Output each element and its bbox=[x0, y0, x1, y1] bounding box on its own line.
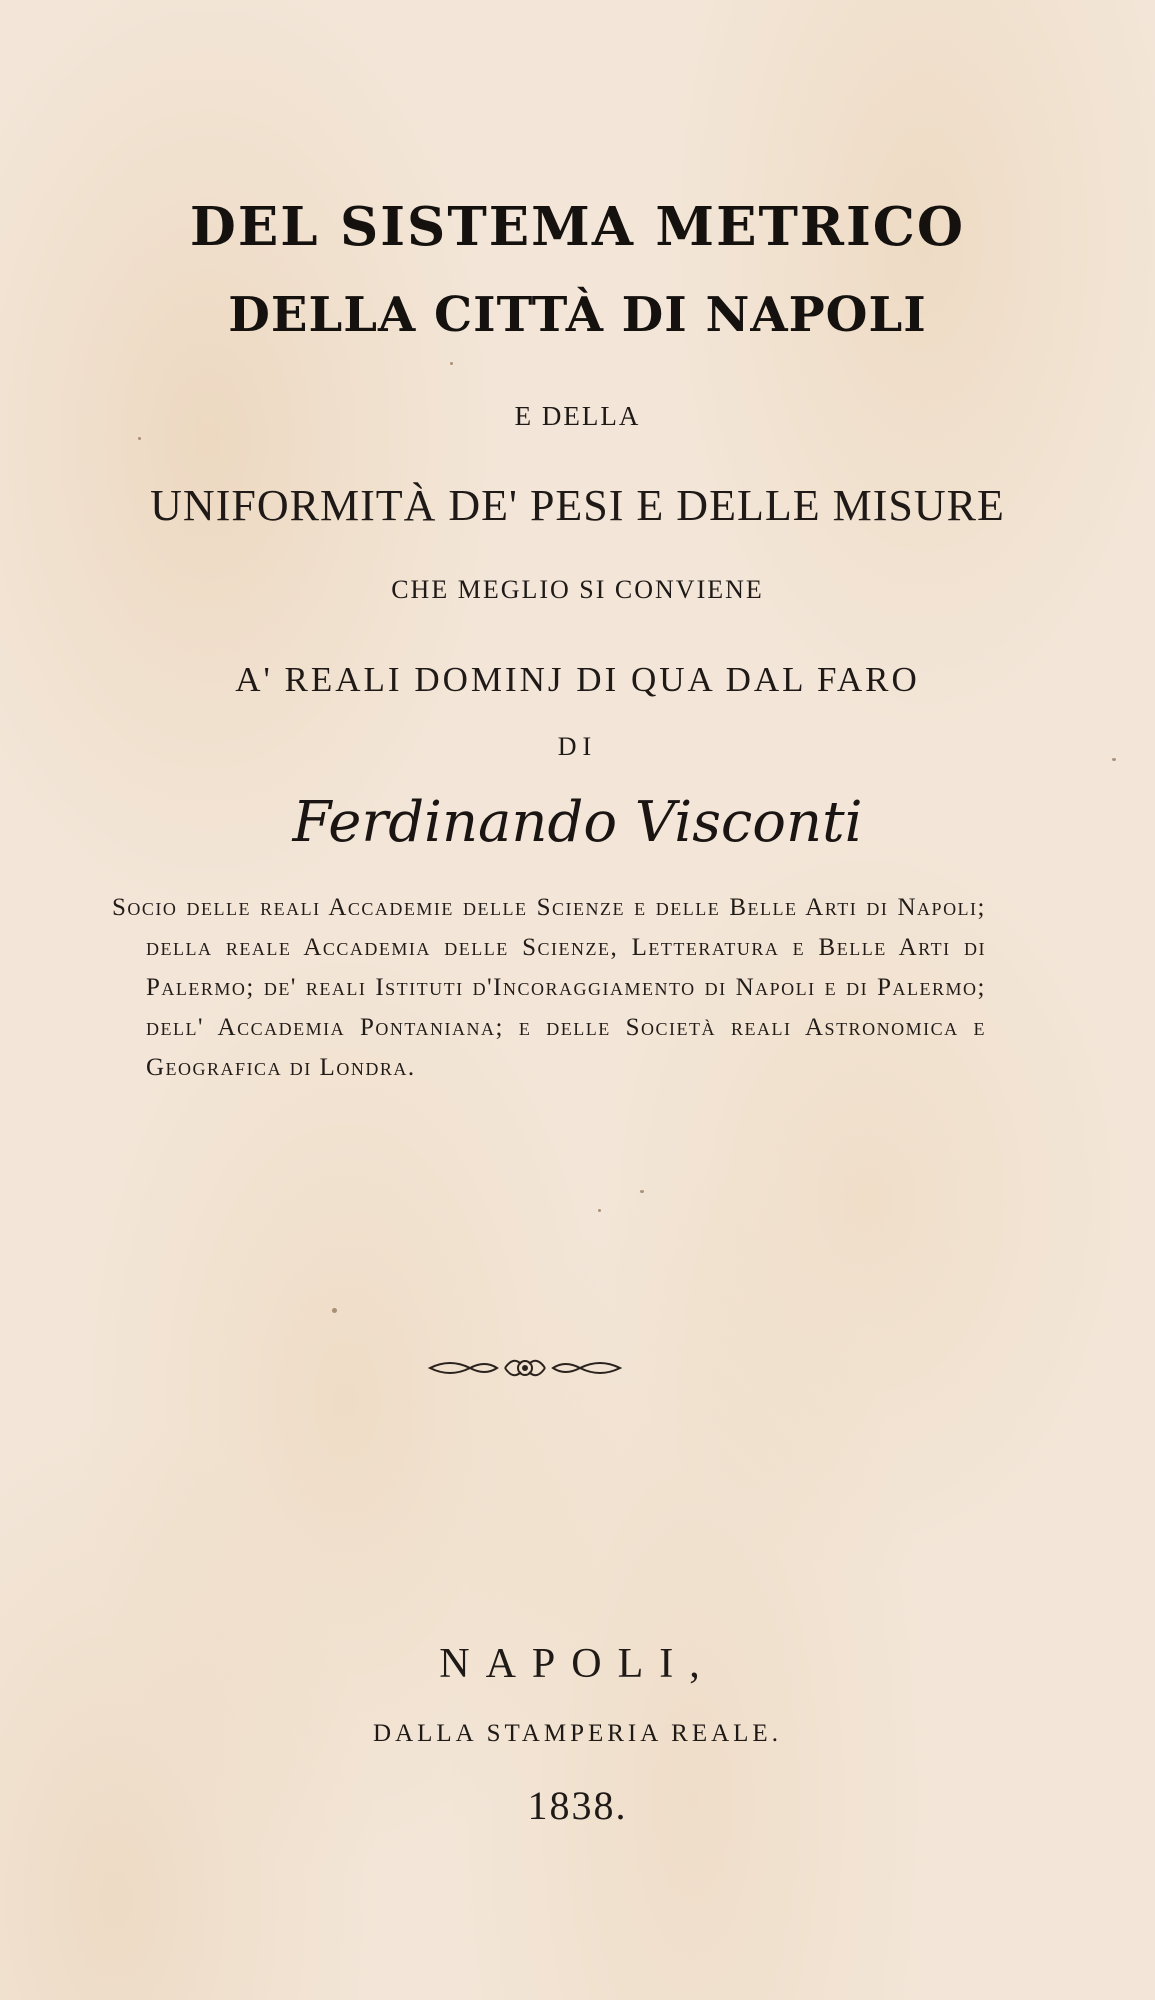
paper-speck bbox=[640, 1190, 644, 1193]
author-credentials: Socio delle reali Accademie delle Scienze e delle Belle Arti di Napoli; della reale Accademia delle Scienze, Letteratura e Belle Arti di Palermo; de' reali Istituti d'Incoraggiamento di Napoli e di Palermo; dell' Accademia Pontaniana; e delle Società reali Astronomica e Geografica di Londra. bbox=[112, 894, 986, 1081]
title-line-1: DEL SISTEMA METRICO bbox=[189, 196, 966, 258]
imprint-printer: DALLA STAMPERIA REALE. bbox=[373, 1720, 782, 1747]
paper-speck bbox=[450, 362, 453, 365]
author-name: Ferdinando Visconti bbox=[292, 790, 863, 855]
imprint-city: NAPOLI, bbox=[439, 1641, 716, 1687]
paper-speck bbox=[1112, 758, 1116, 761]
title-line-6: A' REALI DOMINJ DI QUA DAL FARO bbox=[235, 660, 920, 699]
printers-ornament-icon bbox=[425, 1350, 625, 1386]
imprint-year: 1838. bbox=[527, 1783, 628, 1828]
title-line-2: DELLA CITTÀ DI NAPOLI bbox=[228, 287, 927, 343]
byline-di: DI bbox=[557, 732, 598, 761]
title-line-4: UNIFORMITÀ DE' PESI E DELLE MISURE bbox=[150, 481, 1005, 530]
paper-speck bbox=[598, 1209, 601, 1212]
paper-speck bbox=[332, 1308, 337, 1313]
title-line-3: E DELLA bbox=[514, 401, 641, 431]
paper-speck bbox=[138, 437, 141, 440]
title-line-5: CHE MEGLIO SI CONVIENE bbox=[391, 575, 764, 604]
